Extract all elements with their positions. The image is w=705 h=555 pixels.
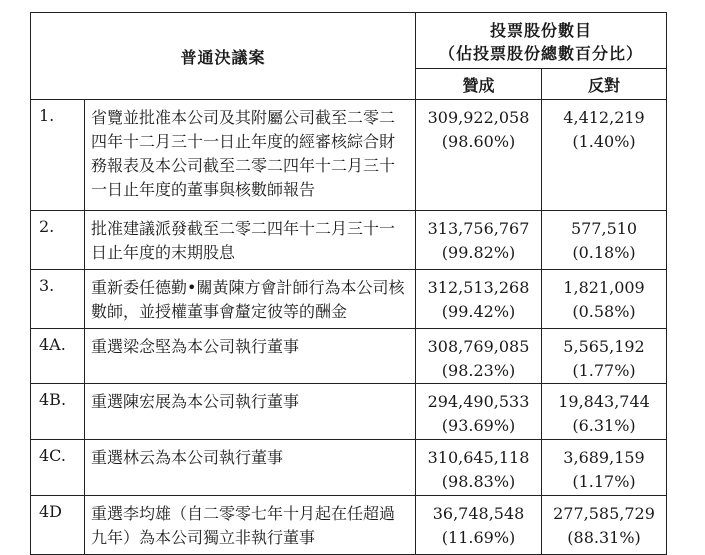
table-row <box>31 211 667 270</box>
header-votes <box>416 13 667 69</box>
for-votes-cell <box>416 496 542 555</box>
resolution-text: 省覽並批准本公司及其附屬公司截至二零二四年十二月三十一日止年度的經審核綜合財務報表及本公司截至二零二四年十二月三十一日止年度的董事與核數師報告 <box>85 100 416 211</box>
for-percent: (93.69%) <box>441 416 516 435</box>
resolution-number: 3. <box>31 270 85 329</box>
against-count: 1,821,009 <box>563 278 645 297</box>
against-votes-cell <box>542 100 667 211</box>
resolution-number: 2. <box>31 211 85 270</box>
resolution-text: 批准建議派發截至二零二四年十二月三十一日止年度的末期股息 <box>85 211 416 270</box>
against-percent: (88.31%) <box>567 528 641 547</box>
for-votes-cell <box>416 211 542 270</box>
against-percent: (6.31%) <box>572 416 636 435</box>
header-resolutions: 普通決議案 <box>31 13 416 100</box>
against-count: 19,843,744 <box>558 392 650 411</box>
against-count: 4,412,219 <box>563 108 645 127</box>
table-row <box>31 440 667 496</box>
resolution-number: 4C. <box>31 440 85 496</box>
header-against: 反對 <box>542 69 667 100</box>
for-count: 309,922,058 <box>427 108 530 127</box>
against-percent: (1.40%) <box>572 132 636 151</box>
resolution-text: 重新委任德勤•關黃陳方會計師行為本公司核數師，並授權董事會釐定彼等的酬金 <box>85 270 416 329</box>
table-row <box>31 270 667 329</box>
header-votes-line1: 投票股份數目 <box>490 21 593 40</box>
for-votes-cell <box>416 329 542 384</box>
for-count: 294,490,533 <box>427 392 530 411</box>
for-percent: (98.83%) <box>441 472 516 491</box>
for-percent: (98.60%) <box>441 132 516 151</box>
against-count: 5,565,192 <box>563 337 645 356</box>
for-count: 313,756,767 <box>427 219 530 238</box>
table-body <box>31 100 667 555</box>
for-percent: (99.82%) <box>441 243 516 262</box>
for-count: 36,748,548 <box>432 504 525 523</box>
against-percent: (1.17%) <box>572 472 636 491</box>
table-row <box>31 384 667 440</box>
resolution-text: 重選李均雄（自二零零七年十月起在任超過九年）為本公司獨立非執行董事 <box>85 496 416 555</box>
for-percent: (11.69%) <box>441 528 516 547</box>
resolution-number: 1. <box>31 100 85 211</box>
for-votes-cell <box>416 270 542 329</box>
against-votes-cell <box>542 496 667 555</box>
header-votes-line2: （佔投票股份總數百分比） <box>439 44 644 63</box>
against-count: 277,585,729 <box>553 504 655 523</box>
header-row-top <box>31 13 667 69</box>
against-percent: (0.58%) <box>572 302 636 321</box>
against-percent: (1.77%) <box>572 361 636 380</box>
header-for: 贊成 <box>416 69 542 100</box>
against-votes-cell <box>542 440 667 496</box>
against-votes-cell <box>542 270 667 329</box>
voting-results-table <box>30 12 667 555</box>
against-count: 3,689,159 <box>563 448 645 467</box>
against-votes-cell <box>542 329 667 384</box>
resolution-number: 4B. <box>31 384 85 440</box>
table-row <box>31 100 667 211</box>
for-percent: (99.42%) <box>441 302 516 321</box>
against-votes-cell <box>542 384 667 440</box>
table-row <box>31 496 667 555</box>
against-percent: (0.18%) <box>572 243 636 262</box>
against-votes-cell <box>542 211 667 270</box>
for-votes-cell <box>416 440 542 496</box>
table-row <box>31 329 667 384</box>
resolution-number: 4A. <box>31 329 85 384</box>
for-count: 310,645,118 <box>427 448 530 467</box>
resolution-text: 重選林云為本公司執行董事 <box>85 440 416 496</box>
for-votes-cell <box>416 384 542 440</box>
for-votes-cell <box>416 100 542 211</box>
resolution-text: 重選梁念堅為本公司執行董事 <box>85 329 416 384</box>
for-count: 312,513,268 <box>427 278 530 297</box>
resolution-number: 4D <box>31 496 85 555</box>
against-count: 577,510 <box>570 219 638 238</box>
for-percent: (98.23%) <box>441 361 516 380</box>
for-count: 308,769,085 <box>427 337 530 356</box>
resolution-text: 重選陳宏展為本公司執行董事 <box>85 384 416 440</box>
